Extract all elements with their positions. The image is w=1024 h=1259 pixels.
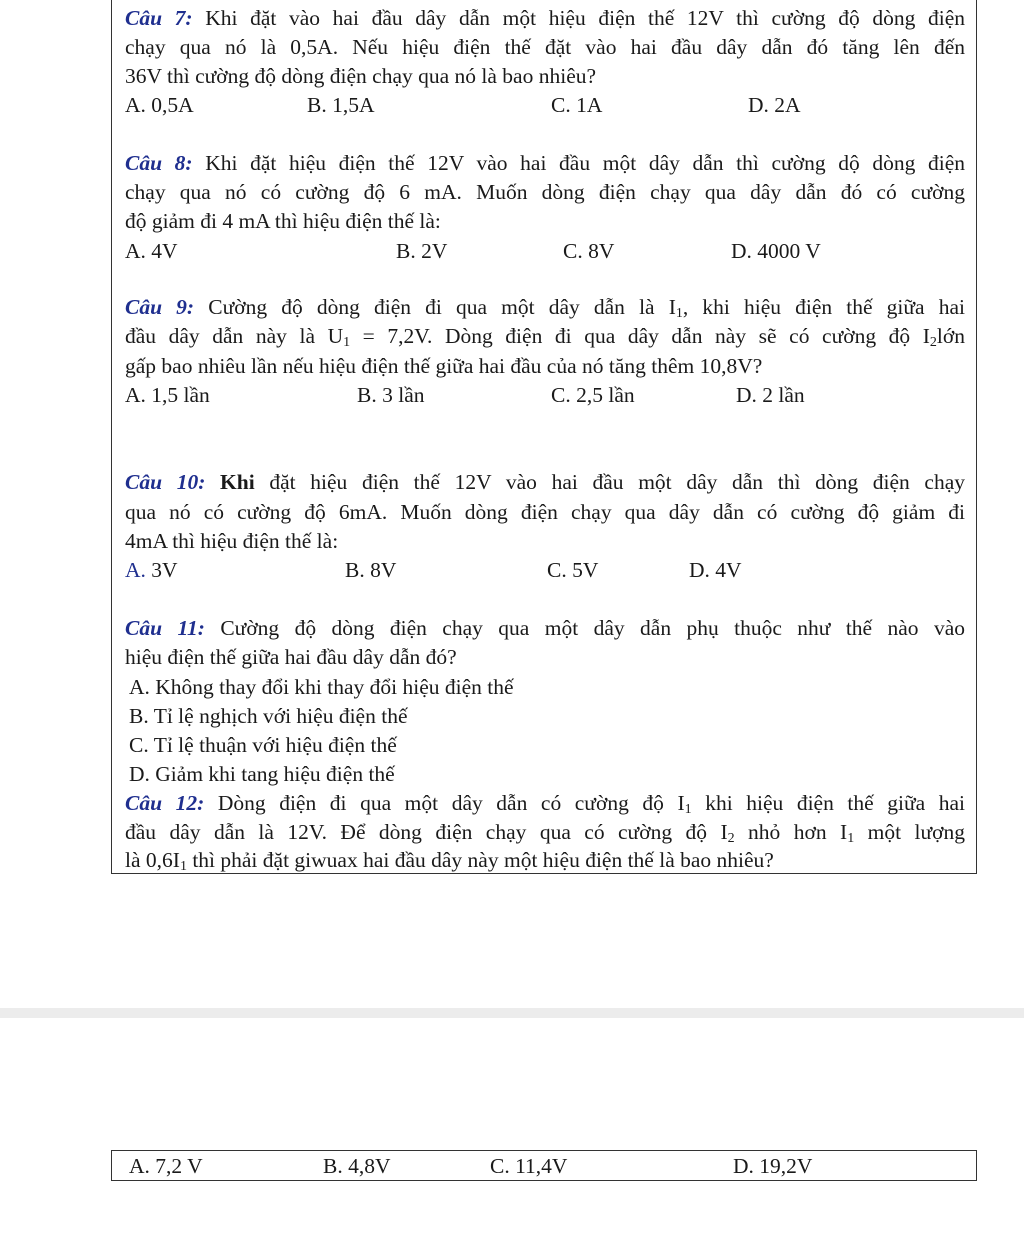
q12-text-1b: khi hiệu điện thế giữa hai <box>691 791 965 815</box>
q12-subscript-4: 1 <box>179 859 187 874</box>
q10-option-a[interactable] <box>125 556 178 584</box>
q11-label: Câu 11: <box>125 616 205 640</box>
q7-option-c[interactable]: C. 1A <box>551 93 603 117</box>
q12-subscript-2: 2 <box>727 831 735 846</box>
q8-label: Câu 8: <box>125 151 193 175</box>
q12-label: Câu 12: <box>125 791 205 815</box>
q7-line-1 <box>125 4 965 32</box>
q7-option-a[interactable]: A. 0,5A <box>125 93 194 117</box>
q10-text-1: đặt hiệu điện thế 12V vào hai đầu một dây dẫn thì dòng điện chạy <box>254 470 966 494</box>
q12-text-3b: thì phải đặt giwuax hai đầu dây này một hiệu điện thế là bao nhiêu? <box>186 848 774 872</box>
q8-line-3: độ giảm đi 4 mA thì hiệu điện thế là: <box>125 209 441 233</box>
q12-subscript-1: 1 <box>684 802 692 817</box>
q8-text-1: Khi đặt hiệu điện thế 12V vào hai đầu một dây dẫn thì cường dộ dòng điện <box>192 151 965 175</box>
q11-option-b[interactable]: B. Tỉ lệ nghịch với hiệu điện thế <box>129 704 408 728</box>
q11-line-2: hiệu điện thế giữa hai đầu dây dẫn đó? <box>125 645 457 669</box>
q9-text-1a: Cường độ dòng điện đi qua một dây dẫn là I <box>194 295 676 319</box>
q10-bold-word: Khi <box>205 470 255 494</box>
q10-option-b[interactable]: B. 8V <box>345 558 397 582</box>
q12-text-3a: là 0,6I <box>125 848 180 872</box>
q8-option-b[interactable]: B. 2V <box>396 239 448 263</box>
q9-text-2a: đầu dây dẫn này là U <box>125 324 344 348</box>
q10-option-a-key: A. <box>125 558 146 582</box>
q10-line-2: qua nó có cường độ 6mA. Muốn dòng điện chạy qua dây dẫn có cường độ giảm đi <box>125 500 965 524</box>
q12-text-1a: Dòng điện đi qua một dây dẫn có cường độ I <box>204 791 685 815</box>
q9-option-a[interactable]: A. 1,5 lần <box>125 383 210 407</box>
q9-option-c[interactable]: C. 2,5 lần <box>551 383 635 407</box>
q7-text-1: Khi đặt vào hai đầu dây dẫn một hiệu điện thế 12V thì cường độ dòng điện <box>192 6 965 30</box>
q9-text-2b: = 7,2V. Dòng điện đi qua dây dẫn này sẽ có cường độ I <box>350 324 930 348</box>
q8-option-c[interactable]: C. 8V <box>563 239 615 263</box>
q11-option-a[interactable]: A. Không thay đổi khi thay đổi hiệu điện thế <box>129 675 514 699</box>
q9-subscript-1: 1 <box>675 306 683 321</box>
q11-line-1 <box>125 614 965 642</box>
q9-subscript-3: 2 <box>929 335 937 350</box>
q10-option-c[interactable]: C. 5V <box>547 558 599 582</box>
q12-line-3 <box>125 846 965 881</box>
q10-option-d[interactable]: D. 4V <box>689 558 742 582</box>
q9-text-1b: , khi hiệu điện thế giữa hai <box>682 295 965 319</box>
q9-option-b[interactable]: B. 3 lần <box>357 383 425 407</box>
q12-option-c[interactable]: C. 11,4V <box>490 1154 568 1178</box>
q12-option-d[interactable]: D. 19,2V <box>733 1154 813 1178</box>
q12-subscript-3: 1 <box>847 831 855 846</box>
q11-option-d[interactable]: D. Giảm khi tang hiệu điện thế <box>129 762 395 786</box>
q9-text-2c: lớn <box>936 324 965 348</box>
q12-option-a[interactable]: A. 7,2 V <box>129 1154 203 1178</box>
q11-option-c[interactable]: C. Tỉ lệ thuận với hiệu điện thế <box>129 733 397 757</box>
q9-line-3: gấp bao nhiêu lần nếu hiệu điện thế giữa hai đầu của nó tăng thêm 10,8V? <box>125 354 763 378</box>
q7-option-d[interactable]: D. 2A <box>748 93 801 117</box>
q12-text-2c: một lượng <box>854 820 965 844</box>
q7-line-3: 36V thì cường độ dòng điện chạy qua nó là bao nhiêu? <box>125 64 597 88</box>
q11-text-1: Cường độ dòng điện chạy qua một dây dẫn phụ thuộc như thế nào vào <box>204 616 965 640</box>
q12-text-2a: đầu dây dẫn là 12V. Để dòng điện chạy qua có cường độ I <box>125 820 728 844</box>
page-separator <box>0 1008 1024 1018</box>
q8-option-a[interactable]: A. 4V <box>125 239 178 263</box>
q8-line-1 <box>125 149 965 177</box>
q9-option-d[interactable]: D. 2 lần <box>736 383 805 407</box>
q7-option-b[interactable]: B. 1,5A <box>307 93 375 117</box>
q7-label: Câu 7: <box>125 6 193 30</box>
q10-option-a-value: 3V <box>145 558 178 582</box>
q12-text-2b: nhỏ hơn I <box>734 820 848 844</box>
q10-line-3: 4mA thì hiệu điện thế là: <box>125 529 339 553</box>
q9-subscript-2: 1 <box>343 335 351 350</box>
q7-line-2: chạy qua nó là 0,5A. Nếu hiệu điện thế đặt vào hai đầu dây dẫn đó tăng lên đến <box>125 35 965 59</box>
q8-option-d[interactable]: D. 4000 V <box>731 239 821 263</box>
q9-label: Câu 9: <box>125 295 195 319</box>
q10-label: Câu 10: <box>125 470 206 494</box>
q8-line-2: chạy qua nó có cường độ 6 mA. Muốn dòng điện chạy qua dây dẫn đó có cường <box>125 180 965 204</box>
q12-option-b[interactable]: B. 4,8V <box>323 1154 391 1178</box>
q10-line-1 <box>125 468 965 496</box>
